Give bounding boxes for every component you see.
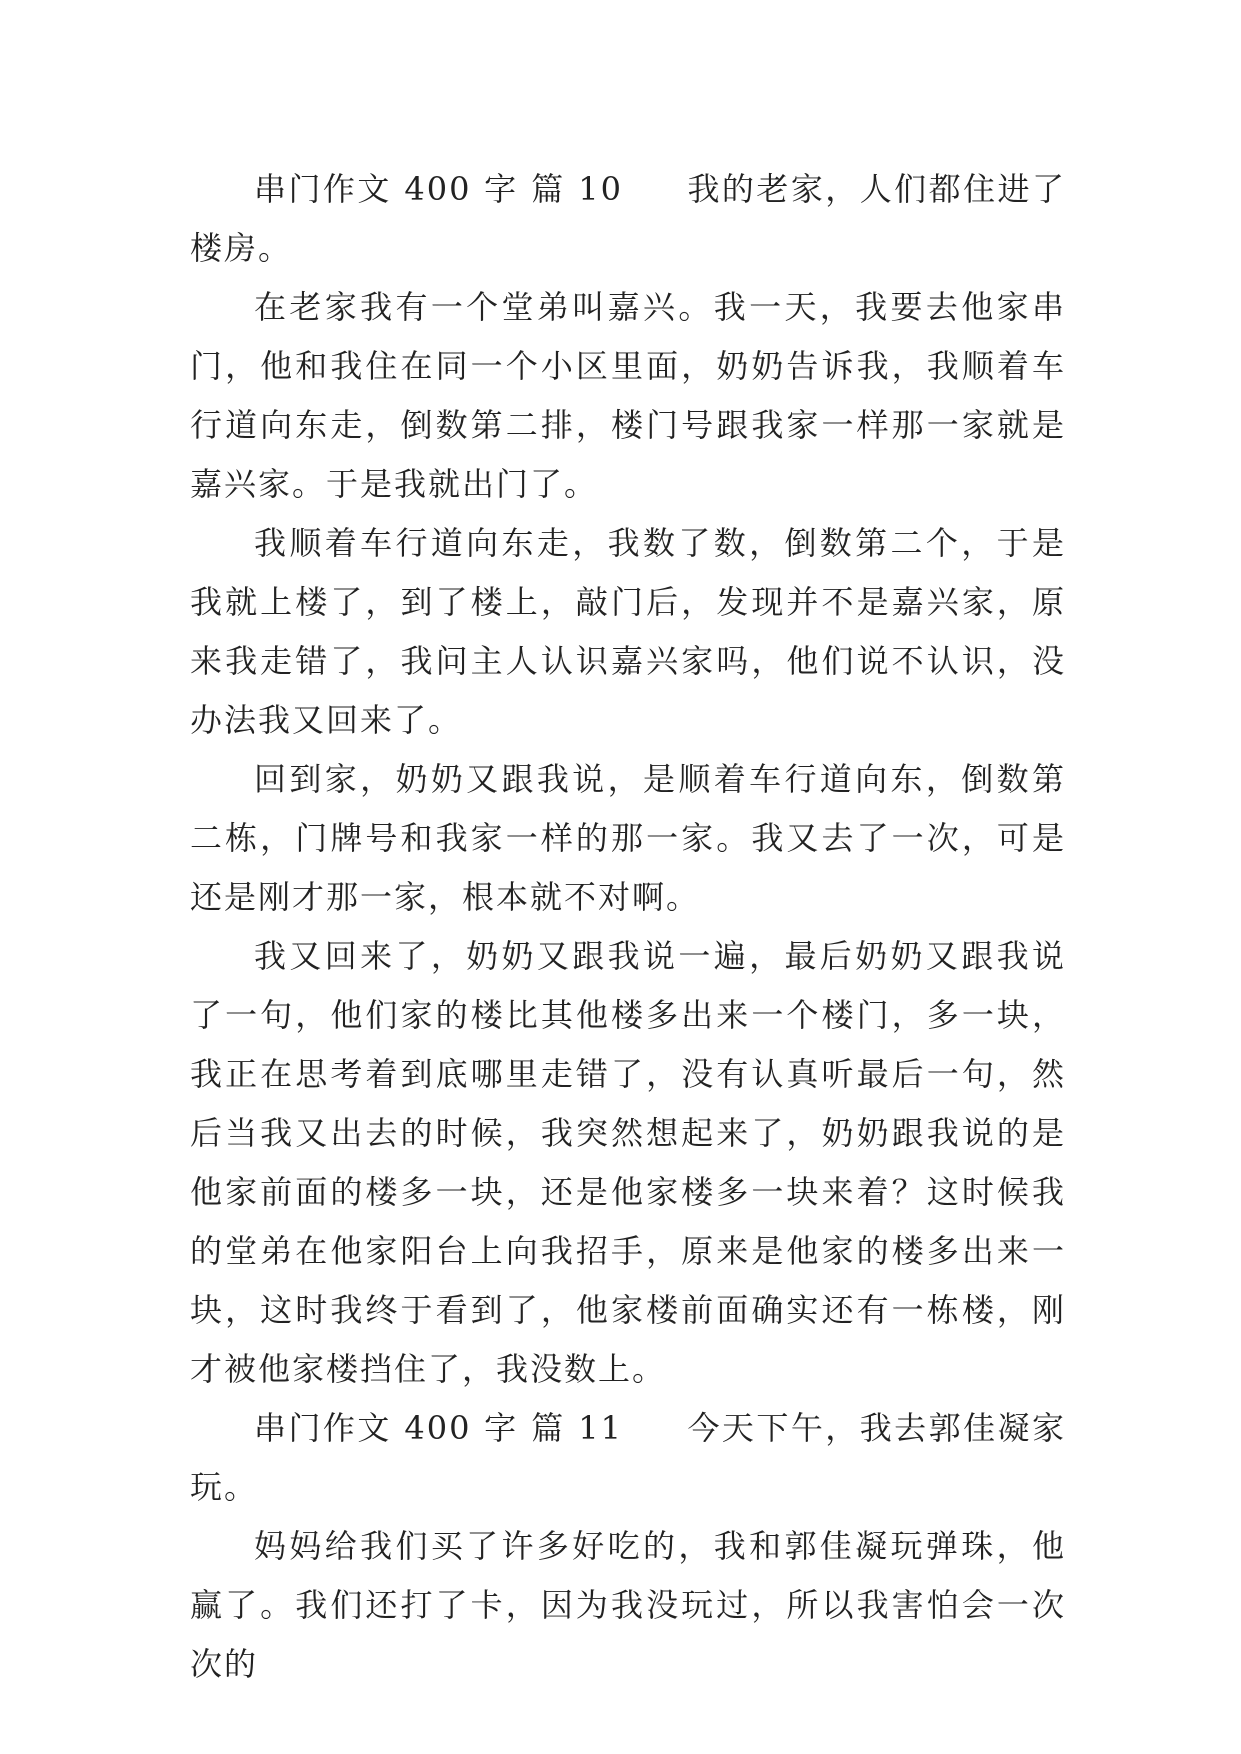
- section-11-paragraph-1: 妈妈给我们买了许多好吃的，我和郭佳凝玩弹珠，他赢了。我们还打了卡，因为我没玩过，所以我害怕会一次次的: [190, 1527, 1066, 1683]
- section-10-paragraph-2: 我顺着车行道向东走，我数了数，倒数第二个，于是我就上楼了，到了楼上，敲门后，发现并不是嘉兴家，原来我走错了，我问主人认识嘉兴家吗，他们说不认识，没办法我又回来了。: [190, 524, 1066, 739]
- section-10-heading: 串门作文 400 字 篇 10: [254, 170, 624, 208]
- section-11-first-line: 今天下午，我去郭佳凝家玩。: [190, 1409, 1066, 1506]
- essay-body: [190, 160, 1066, 1694]
- section-11-heading: 串门作文 400 字 篇 11: [254, 1409, 624, 1447]
- section-10-first-line: 我的老家，人们都住进了楼房。: [190, 170, 1066, 267]
- section-10-paragraph-4: 我又回来了，奶奶又跟我说一遍，最后奶奶又跟我说了一句，他们家的楼比其他楼多出来一个楼门，多一块，我正在思考着到底哪里走错了，没有认真听最后一句，然后当我又出去的时候，我突然想起来了，奶奶跟我说的是他家前面的楼多一块，还是他家楼多一块来着？这时候我的堂弟在他家阳台上向我招手，原来是他家的楼多出来一块，这时我终于看到了，他家楼前面确实还有一栋楼，刚才被他家楼挡住了，我没数上。: [190, 937, 1066, 1388]
- section-10-paragraph-1: 在老家我有一个堂弟叫嘉兴。我一天，我要去他家串门，他和我住在同一个小区里面，奶奶告诉我，我顺着车行道向东走，倒数第二排，楼门号跟我家一样那一家就是嘉兴家。于是我就出门了。: [190, 288, 1066, 503]
- section-10-intro: [190, 160, 1066, 278]
- section-10-paragraph-3: 回到家，奶奶又跟我说，是顺着车行道向东，倒数第二栋，门牌号和我家一样的那一家。我又去了一次，可是还是刚才那一家，根本就不对啊。: [190, 760, 1066, 916]
- section-11-intro: [190, 1399, 1066, 1517]
